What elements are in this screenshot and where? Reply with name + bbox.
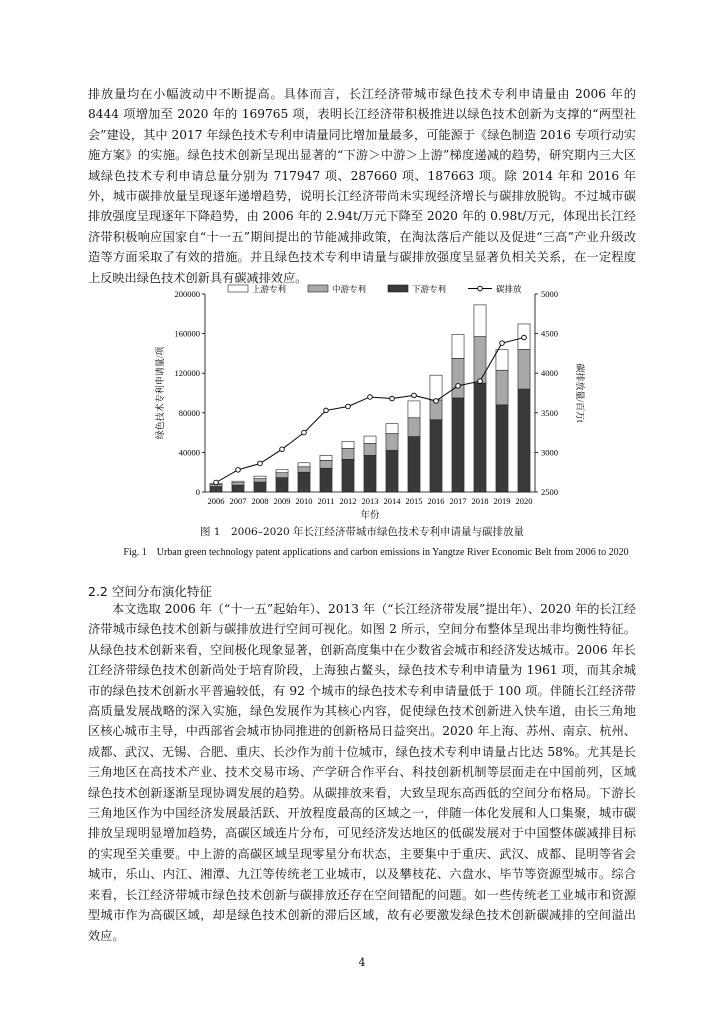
x-tick-label: 2020: [515, 496, 533, 506]
x-tick-label: 2007: [229, 496, 247, 506]
legend-swatch: [308, 285, 328, 292]
carbon-emission-point: [478, 379, 483, 384]
bar-segment-1: [254, 479, 266, 482]
bar-segment-0: [452, 398, 464, 492]
carbon-emission-point: [412, 393, 417, 398]
bar-segment-0: [408, 437, 420, 492]
paragraph-spatial-evolution: 本文选取 2006 年（“十一五”起始年）、2013 年（“长江经济带发展”提出年）、2020 年的长江经济带城市绿色技术创新与碳排放进行空间可视化。如图 2 所示，空间分布整体呈现出非均衡性特征。从绿色技术创新来看，空间极化现象显著，创新高度集中在少数省会城市和经济发达城市。2006 年长江经济带绿色技术创新尚处于培育阶段，上海独占鳌头，绿色技术专利申请量为 1961 项，而其余城市的绿色技术创新水平普遍较低，有 92 个城市的绿色技术专利申请量低于 100 项。伴随长江经济带高质量发展战略的深入实施，绿色发展作为其核心内容，促使绿色技术创新进入快车道，由长三角地区核心城市主导，中西部省会城市协同推进的创新格局日益突出。2020 年上海、苏州、南京、杭州、成都、武汉、无锡、合肥、重庆、长沙作为前十位城市，绿色技术专利申请量占比达 58%。尤其是长三角地区在高技术产业、技术交易市场、产学研合作平台、科技创新机制等层面走在中国前列，区域绿色技术创新逐渐呈现协调发展的趋势。从碳排放来看，大致呈现东高西低的空间分布格局。下游长三角地区作为中国经济发展最活跃、开放程度最高的区域之一，伴随一体化发展和人口集聚，城市碳排放呈现明显增加趋势，高碳区域连片分布，可见经济发达地区的低碳发展对于中国整体碳减排目标的实现至关重要。中上游的高碳区域呈现零星分布状态，主要集中于重庆、武汉、成都、昆明等省会城市，乐山、内江、湘潭、九江等传统老工业城市，以及攀枝花、六盘水、毕节等资源型城市。综合来看，长江经济带城市绿色技术创新与碳排放还存在空间错配的问题。如一些传统老工业城市和资源型城市作为高碳区域，却是绿色技术创新的滞后区域，故有必要激发绿色技术创新碳减排的空间溢出效应。: [88, 602, 636, 943]
bar-segment-1: [386, 434, 398, 451]
figure-caption-cn: 图 1 2006–2020 年长江经济带城市绿色技术专利申请量与碳排放量: [199, 526, 525, 538]
legend-label: 上游专利: [252, 284, 287, 294]
x-tick-label: 2016: [427, 496, 445, 506]
y-tick-label: 160000: [174, 328, 200, 339]
bar-segment-0: [430, 420, 442, 492]
bar-segment-2: [430, 375, 442, 400]
y-tick-label: 200000: [174, 289, 200, 299]
bar-segment-1: [408, 418, 420, 437]
page-number: 4: [358, 956, 366, 969]
carbon-emission-point: [324, 408, 329, 413]
bar-segment-0: [210, 487, 222, 492]
bar-segment-0: [276, 478, 288, 492]
bar-segment-2: [364, 436, 376, 443]
x-axis-label: 年份: [360, 511, 380, 521]
bar-segment-1: [320, 460, 332, 468]
y-tick-label: 120000: [174, 368, 200, 379]
bar-segment-0: [254, 482, 266, 492]
bar-segment-2: [298, 463, 310, 467]
bar-segment-2: [496, 349, 508, 370]
figure-caption-en: Fig. 1 Urban green technology patent applications and carbon emissions in Yangtze River Economic Belt from 2006 to 2020: [123, 547, 629, 558]
stacked-bar-line-chart: [150, 282, 590, 522]
legend-label: 下游专利: [412, 284, 447, 294]
bar-segment-2: [342, 442, 354, 449]
bar-segment-1: [276, 473, 288, 478]
carbon-emission-point: [368, 395, 373, 400]
bar-segment-2: [474, 305, 486, 337]
y2-tick-label: 4500: [541, 328, 558, 339]
bar-segment-1: [342, 448, 354, 459]
paragraph-results-trend: 排放量均在小幅波动中不断提高。具体而言，长江经济带城市绿色技术专利申请量由 2006 年的 8444 项增加至 2020 年的 169765 项，表明长江经济带积极推进以绿色技术创新为支撑的“两型社会”建设，其中 2017 年绿色技术专利申请量同比增加量最多，可能源于《绿色制造 2016 专项行动实施方案》的实施。绿色技术创新呈现出显著的“下游＞中游＞上游”梯度递减的趋势，研究期内三大区域绿色技术专利申请总量分别为 717947 项、287660 项、187663 项。除 2014 年和 2016 年外，城市碳排放量呈现逐年递增趋势，说明长江经济带尚未实现经济增长与碳排放脱钩。不过城市碳排放强度呈现逐年下降趋势，由 2006 年的 2.94t/万元下降至 2020 年的 0.98t/万元，体现出长江经济带积极响应国家自“十一五”期间提出的节能减排政策，在淘汰落后产能以及促进“三高”产业升级改造等方面采取了有效的措施。并且绿色技术专利申请量与碳排放强度呈显著负相关关系，在一定程度上反映出绿色技术创新具有碳减排效应。: [88, 87, 636, 285]
y-tick-label: 40000: [178, 447, 200, 458]
y2-tick-label: 2500: [541, 487, 558, 497]
bar-segment-0: [386, 450, 398, 492]
x-tick-label: 2008: [251, 496, 269, 506]
bar-segment-1: [364, 443, 376, 455]
bar-segment-2: [276, 470, 288, 473]
bar-segment-0: [364, 455, 376, 492]
carbon-emission-point: [214, 480, 219, 485]
x-tick-label: 2015: [405, 496, 423, 506]
x-tick-label: 2013: [361, 496, 379, 506]
bar-segment-1: [232, 483, 244, 485]
carbon-emission-point: [456, 384, 461, 389]
bar-segment-1: [518, 349, 530, 389]
carbon-emission-point: [258, 461, 263, 466]
x-tick-label: 2006: [207, 496, 225, 506]
bar-segment-1: [496, 370, 508, 405]
y2-tick-label: 5000: [541, 289, 558, 299]
carbon-emission-point: [500, 341, 505, 346]
carbon-emission-point: [434, 399, 439, 404]
x-tick-label: 2014: [383, 496, 401, 506]
section-heading: 2.2 空间分布演化特征: [88, 584, 212, 599]
bar-segment-0: [474, 383, 486, 492]
bar-segment-2: [320, 455, 332, 460]
bar-segment-1: [452, 358, 464, 398]
y-axis-label: 绿色技术专利申请量/项: [155, 346, 165, 440]
y-tick-label: 0: [195, 487, 200, 497]
bar-segment-2: [386, 424, 398, 434]
bar-segment-0: [298, 472, 310, 492]
figure-1: [150, 282, 590, 522]
legend-swatch: [228, 285, 248, 292]
carbon-emission-point: [302, 430, 307, 435]
x-tick-label: 2018: [471, 496, 489, 506]
x-tick-label: 2019: [493, 496, 511, 506]
bar-segment-0: [518, 389, 530, 492]
bar-segment-2: [408, 401, 420, 418]
bar-segment-0: [232, 485, 244, 492]
bar-segment-2: [232, 481, 244, 482]
legend-label: 中游专利: [332, 284, 367, 294]
x-tick-label: 2012: [339, 496, 357, 506]
bar-segment-2: [452, 335, 464, 359]
carbon-emission-point: [390, 396, 395, 401]
bar-segment-0: [342, 459, 354, 492]
bar-segment-2: [254, 476, 266, 478]
bar-segment-0: [496, 405, 508, 492]
bar-segment-1: [474, 337, 486, 384]
carbon-emission-point: [522, 335, 527, 340]
y2-axis-label: 碳排放量/百万t: [575, 363, 585, 423]
legend-swatch: [388, 285, 408, 292]
carbon-emission-point: [236, 468, 241, 473]
x-tick-label: 2009: [273, 496, 291, 506]
carbon-emission-point: [280, 447, 285, 452]
bar-segment-0: [320, 468, 332, 492]
bar-segment-1: [298, 467, 310, 472]
legend-label: 碳排放: [496, 284, 522, 294]
y-tick-label: 80000: [178, 407, 200, 418]
x-tick-label: 2011: [317, 496, 335, 506]
y2-tick-label: 3500: [541, 407, 558, 418]
x-tick-label: 2010: [295, 496, 313, 506]
y2-tick-label: 4000: [541, 368, 558, 379]
x-tick-label: 2017: [449, 496, 467, 506]
y2-tick-label: 3000: [541, 447, 558, 458]
carbon-emission-point: [346, 404, 351, 409]
legend-marker: [478, 286, 483, 291]
